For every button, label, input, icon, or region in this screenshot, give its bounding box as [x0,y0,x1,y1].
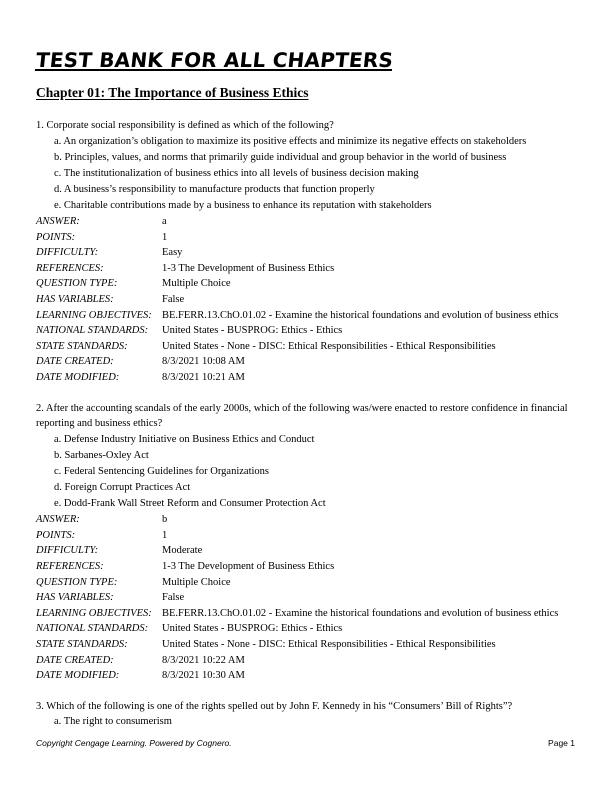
choice-list [36,134,582,214]
learning-objectives-label: LEARNING OBJECTIVES: [36,309,152,321]
question-type-label: QUESTION TYPE: [36,278,118,290]
points-label: POINTS: [36,231,76,243]
date-created-label: DATE CREATED: [36,654,114,666]
references-label: REFERENCES: [36,561,104,573]
date-modified-value: 8/3/2021 10:30 AM [162,670,245,682]
date-created-label: DATE CREATED: [36,356,114,368]
difficulty-label: DIFFICULTY: [36,247,99,259]
choice-c: c. The institutionalization of business ethics into all levels of business decision making [54,167,419,179]
has-variables-value: False [162,592,185,604]
learning-objectives-value: BE.FERR.13.ChO.01.02 - Examine the historical foundations and evolution of business ethics [162,309,559,321]
question-1 [36,118,582,386]
points-value: 1 [162,529,168,541]
difficulty-label: DIFFICULTY: [36,545,99,557]
question-list [36,118,582,745]
answer-label: ANSWER: [36,514,80,526]
references-label: REFERENCES: [36,262,104,274]
question-stem: 2. After the accounting scandals of the early 2000s, which of the following was/were enacted to restore confidence in financial reporting and business ethics? [36,402,568,430]
choice-list [36,714,582,730]
chapter-heading: Chapter 01: The Importance of Business Ethics [36,85,309,100]
state-standards-label: STATE STANDARDS: [36,340,128,352]
choice-d: d. Foreign Corrupt Practices Act [54,482,191,494]
national-standards-value: United States - BUSPROG: Ethics - Ethics [162,623,343,635]
page-number: Page 1 [548,738,575,748]
page-title: TEST BANK FOR ALL CHAPTERS [34,48,395,72]
question-metadata [36,512,582,684]
difficulty-value: Moderate [162,545,203,557]
choice-a: a. An organization’s obligation to maximize its positive effects and minimize its negative effects on stakeholders [54,135,527,147]
national-standards-label: NATIONAL STANDARDS: [36,325,149,337]
choice-e: e. Dodd-Frank Wall Street Reform and Consumer Protection Act [54,498,326,510]
state-standards-label: STATE STANDARDS: [36,639,128,650]
state-standards-value: United States - None - DISC: Ethical Responsibilities - Ethical Responsibilities [162,639,496,650]
answer-value: a [162,216,167,228]
question-stem: 1. Corporate social responsibility is defined as which of the following? [36,120,334,131]
references-value: 1-3 The Development of Business Ethics [162,262,335,274]
references-value: 1-3 The Development of Business Ethics [162,561,335,573]
choice-list [36,432,582,512]
has-variables-value: False [162,294,185,306]
choice-c: c. Federal Sentencing Guidelines for Organizations [54,465,269,477]
choice-a: a. The right to consumerism [54,716,172,728]
learning-objectives-value: BE.FERR.13.ChO.01.02 - Examine the historical foundations and evolution of business ethics [162,607,559,619]
has-variables-label: HAS VARIABLES: [36,294,114,306]
date-modified-label: DATE MODIFIED: [36,372,120,383]
question-3 [36,699,582,730]
state-standards-value: United States - None - DISC: Ethical Responsibilities - Ethical Responsibilities [162,340,496,352]
question-metadata [36,214,582,386]
answer-value: b [162,514,168,526]
points-value: 1 [162,231,168,243]
national-standards-value: United States - BUSPROG: Ethics - Ethics [162,325,343,337]
choice-b: b. Principles, values, and norms that primarily guide individual and group behavior in the world of business [54,151,507,163]
date-created-value: 8/3/2021 10:22 AM [162,654,245,666]
question-type-value: Multiple Choice [162,278,231,290]
footer-copyright: Copyright Cengage Learning. Powered by Cognero. [36,738,232,748]
choice-d: d. A business’s responsibility to manufacture products that function properly [54,183,375,195]
question-2 [36,401,582,684]
answer-label: ANSWER: [36,216,80,228]
choice-b: b. Sarbanes-Oxley Act [54,449,149,461]
national-standards-label: NATIONAL STANDARDS: [36,623,149,635]
date-modified-value: 8/3/2021 10:21 AM [162,372,245,383]
question-type-label: QUESTION TYPE: [36,576,118,588]
date-created-value: 8/3/2021 10:08 AM [162,356,245,368]
choice-a: a. Defense Industry Initiative on Business Ethics and Conduct [54,433,315,445]
difficulty-value: Easy [162,247,183,259]
has-variables-label: HAS VARIABLES: [36,592,114,604]
learning-objectives-label: LEARNING OBJECTIVES: [36,607,152,619]
question-type-value: Multiple Choice [162,576,231,588]
date-modified-label: DATE MODIFIED: [36,670,120,682]
question-stem: 3. Which of the following is one of the rights spelled out by John F. Kennedy in his “Consumers’ Bill of Rights”? [36,700,513,712]
points-label: POINTS: [36,529,76,541]
choice-e: e. Charitable contributions made by a business to enhance its reputation with stakeholders [54,199,432,211]
